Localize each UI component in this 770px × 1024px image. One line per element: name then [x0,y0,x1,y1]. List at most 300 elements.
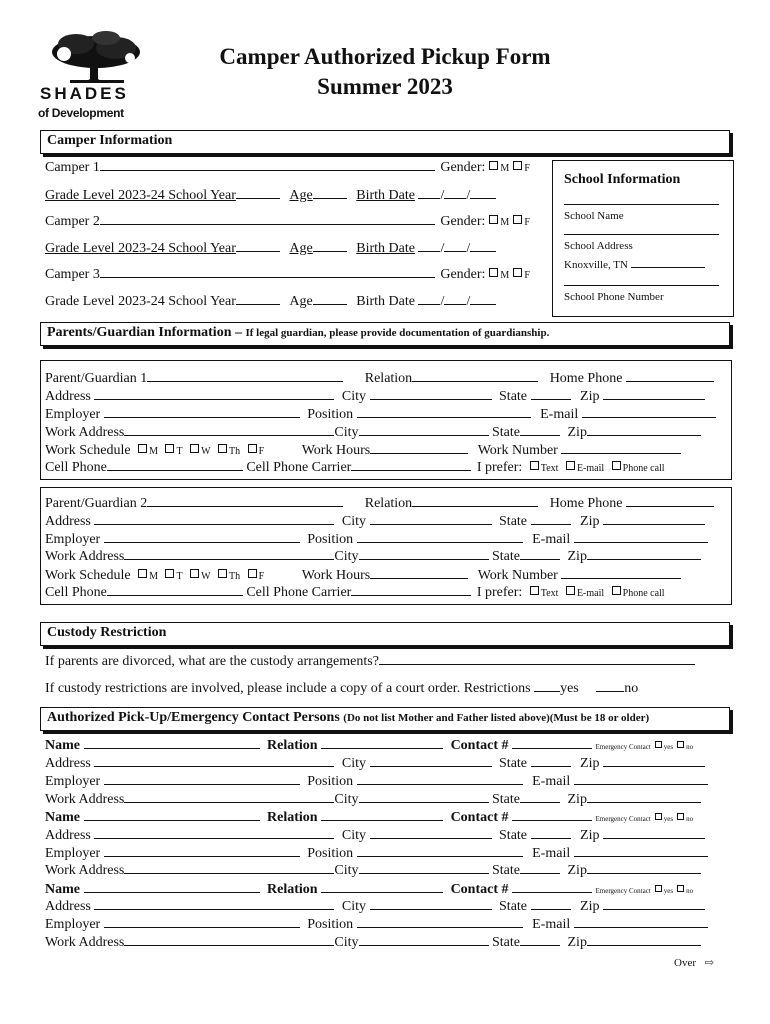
relation-field[interactable] [321,880,443,893]
city-field[interactable] [359,790,489,803]
gender-f-checkbox[interactable] [513,215,522,224]
day-t-label: T [176,446,183,457]
prefer-email-checkbox[interactable] [566,461,575,470]
city-field[interactable] [359,933,489,946]
day-w-label: W [201,571,211,582]
pg1-label: Parent/Guardian 1 [45,371,148,386]
gender-f-checkbox[interactable] [513,161,522,170]
employer-label: Employer [45,774,101,789]
position-label: Position [307,846,354,861]
employer-field[interactable] [104,530,300,543]
state-label: State [499,514,528,529]
camper1-row [45,158,530,177]
work-schedule-label: Work Schedule [45,443,131,458]
address-label: Address [45,828,91,843]
custody-q2-row [45,679,638,697]
day-f-checkbox[interactable] [248,569,257,578]
city-field[interactable] [359,861,489,874]
parent1-employer-row [45,405,716,423]
work-hours-label: Work Hours [301,443,371,458]
contact1-work-address-row [45,790,701,808]
state-field[interactable] [531,512,571,525]
age-field[interactable] [313,186,347,199]
zip-field[interactable] [587,547,701,560]
parent2-name-row [45,494,714,512]
day-th-checkbox[interactable] [218,444,227,453]
birth-label: Birth Date [356,188,415,203]
state-field[interactable] [520,933,560,946]
birth-year-field[interactable] [470,186,496,199]
prefer-phone-checkbox[interactable] [612,586,621,595]
pickup-section-header [40,707,730,731]
day-f-label: F [258,571,265,582]
knoxville-field[interactable] [564,258,705,271]
state-field[interactable] [531,754,571,767]
emergency-label: Emergency Contact [595,887,651,895]
school-info-box [552,160,734,317]
email-field[interactable] [582,405,716,418]
email-field[interactable] [574,915,708,928]
prefer-text-label: Text [540,588,559,599]
camper2-row [45,212,530,231]
employer-field[interactable] [104,915,300,928]
zip-field[interactable] [603,754,705,767]
name-label: Name [45,738,80,753]
home-phone-field[interactable] [626,369,714,382]
position-label: Position [307,774,354,789]
address-label: Address [45,756,91,771]
grade-field[interactable] [236,292,280,305]
zip-field[interactable] [587,790,701,803]
zip-label: Zip [580,756,600,771]
emergency-yes-label: yes [663,887,674,895]
parent1-address-row [45,387,705,405]
birth-day-field[interactable] [444,239,466,252]
camper3-row [45,265,530,284]
contact3-work-address-row [45,933,701,951]
city-label: City [341,389,367,404]
contact2-work-address-row [45,861,701,879]
employer-label: Employer [45,532,101,547]
state-field[interactable] [531,387,571,400]
emergency-no-label: no [686,743,694,751]
city-label: City [334,863,359,878]
emergency-yes-label: yes [663,743,674,751]
email-field[interactable] [574,844,708,857]
state-label: State [499,828,528,843]
work-address-label: Work Address [45,792,125,807]
gender-label: Gender: [440,160,486,175]
zip-field[interactable] [587,423,701,436]
email-label: E-mail [532,532,571,547]
parent2-work-address-row [45,547,701,565]
form-title: Camper Authorized Pickup Form [219,44,551,69]
knoxville-zip-field[interactable] [631,258,705,268]
day-t-checkbox[interactable] [165,444,174,453]
section-title: Custody Restriction [47,625,167,640]
name-field[interactable] [84,808,260,821]
work-number-label: Work Number [477,443,558,458]
state-field[interactable] [531,826,571,839]
cell-phone-field[interactable] [107,458,243,471]
gender-m-label: M [500,270,510,281]
relation-label: Relation [364,371,413,386]
day-w-checkbox[interactable] [190,444,199,453]
position-field[interactable] [357,530,523,543]
cell-phone-field[interactable] [107,583,243,596]
city-field[interactable] [370,387,492,400]
restrictions-yes-label: yes [560,681,579,696]
day-th-label: Th [229,446,241,457]
state-label: State [499,756,528,771]
pg2-name-field[interactable] [147,494,343,507]
city-label: City [334,425,359,440]
prefer-phone-label: Phone call [622,588,665,599]
gender-m-checkbox[interactable] [489,215,498,224]
position-label: Position [307,917,354,932]
zip-field[interactable] [603,387,705,400]
state-field[interactable] [520,547,560,560]
camper3-grade-row: Grade Level 2023-24 School Year Age Birth Date / / [45,292,496,310]
birth-day-field[interactable] [444,292,466,305]
work-address-field[interactable] [124,861,334,874]
prefer-phone-checkbox[interactable] [612,461,621,470]
contact-field[interactable] [512,736,592,749]
position-field[interactable] [357,772,523,785]
age-label: Age [289,241,313,256]
camper2-label: Camper 2 [45,214,100,229]
parent1-work-address-row [45,423,701,441]
state-label: State [492,792,520,807]
pg2-label: Parent/Guardian 2 [45,496,148,511]
gender-f-label: F [524,163,530,174]
section-title [47,710,649,726]
city-label: City [341,756,367,771]
email-label: E-mail [532,917,571,932]
gender-m-label: M [500,163,510,174]
work-number-label: Work Number [477,568,558,583]
state-label: State [492,549,520,564]
city-field[interactable] [359,547,489,560]
knoxville-label: Knoxville, TN [564,259,628,271]
parent2-address-row [45,512,705,530]
birth-year-field[interactable] [470,292,496,305]
grade-field[interactable] [236,186,280,199]
city-field[interactable] [370,512,492,525]
relation-label: Relation [267,882,318,897]
email-label: E-mail [540,407,579,422]
day-t-label: T [176,571,183,582]
state-field[interactable] [520,790,560,803]
work-address-label: Work Address [45,863,125,878]
camper1-label: Camper 1 [45,160,100,175]
prefer-email-label: E-mail [576,463,605,474]
birth-day-field[interactable] [444,186,466,199]
prefer-text-checkbox[interactable] [530,586,539,595]
over-label: Over [674,957,697,969]
camper3-label: Camper 3 [45,267,100,282]
custody-q2-label: If custody restrictions are involved, please include a copy of a court order. Restrictions [45,681,531,696]
state-field[interactable] [520,423,560,436]
city-label: City [334,792,359,807]
work-address-label: Work Address [45,549,125,564]
prefer-phone-label: Phone call [622,463,665,474]
restrictions-yes-field[interactable] [534,679,560,692]
emergency-label: Emergency Contact [595,815,651,823]
address-field[interactable] [94,826,334,839]
prefer-email-label: E-mail [576,588,605,599]
city-label: City [334,935,359,950]
day-m-label: M [149,571,158,582]
name-label: Name [45,810,80,825]
grade-label: Grade Level 2023-24 School Year [45,188,236,203]
day-m-label: M [149,446,158,457]
age-label: Age [289,294,313,309]
gender-m-checkbox[interactable] [489,161,498,170]
emergency-no-checkbox[interactable] [677,885,684,892]
work-address-label: Work Address [45,425,125,440]
relation-field[interactable] [412,369,538,382]
work-hours-label: Work Hours [301,568,371,583]
address-field[interactable] [94,512,334,525]
day-f-label: F [258,446,265,457]
address-label: Address [45,389,91,404]
city-label: City [341,514,367,529]
contact1-employer-row [45,772,708,790]
camper1-grade-row: Grade Level 2023-24 School Year Age Birth Date / / [45,186,496,204]
city-field[interactable] [370,826,492,839]
day-th-checkbox[interactable] [218,569,227,578]
contact3-address-row [45,897,705,915]
relation-field[interactable] [321,736,443,749]
day-w-checkbox[interactable] [190,569,199,578]
age-label: Age [289,188,313,203]
day-w-label: W [201,446,211,457]
city-field[interactable] [370,897,492,910]
zip-label: Zip [567,425,587,440]
work-hours-field[interactable] [370,441,468,454]
section-title: Camper Information [47,133,173,148]
address-label: Address [45,514,91,529]
gender-f-label: F [524,217,530,228]
grade-field[interactable] [236,239,280,252]
zip-field[interactable] [603,826,705,839]
logo-subtitle: of Development [38,106,124,120]
parent2-cell-row [45,583,665,602]
employer-label: Employer [45,846,101,861]
contact-label: Contact # [450,882,509,897]
prefer-label: I prefer: [476,460,523,475]
custody-section-header [40,622,730,646]
birth-label: Birth Date [356,294,415,309]
school-address-field[interactable]: School Address [564,234,719,252]
emergency-yes-checkbox[interactable] [655,885,662,892]
relation-field[interactable] [412,494,538,507]
home-phone-field[interactable] [626,494,714,507]
relation-label: Relation [267,738,318,753]
gender-m-checkbox[interactable] [489,268,498,277]
school-info-title: School Information [564,172,681,187]
position-field[interactable] [357,915,523,928]
employer-label: Employer [45,917,101,932]
birth-month-field[interactable] [418,292,440,305]
contact-label: Contact # [450,810,509,825]
custody-arrangement-field[interactable] [379,652,695,665]
state-label: State [492,425,520,440]
employer-field[interactable] [104,405,300,418]
prefer-text-checkbox[interactable] [530,461,539,470]
zip-label: Zip [580,389,600,404]
cell-phone-label: Cell Phone [45,460,107,475]
work-number-field[interactable] [561,566,681,579]
gender-label: Gender: [440,267,486,282]
relation-label: Relation [364,496,413,511]
employer-field[interactable] [104,772,300,785]
email-label: E-mail [532,846,571,861]
name-field[interactable] [84,736,260,749]
city-field[interactable] [359,423,489,436]
emergency-yes-checkbox[interactable] [655,813,662,820]
work-address-field[interactable] [124,547,334,560]
emergency-no-checkbox[interactable] [677,813,684,820]
cell-carrier-field[interactable] [351,458,471,471]
position-label: Position [307,532,354,547]
camper2-field[interactable] [100,212,435,225]
day-f-checkbox[interactable] [248,444,257,453]
city-label: City [334,549,359,564]
relation-label: Relation [267,810,318,825]
address-field[interactable] [94,897,334,910]
address-field[interactable] [94,387,334,400]
cell-carrier-label: Cell Phone Carrier [246,585,352,600]
emergency-no-label: no [686,887,694,895]
state-label: State [492,935,520,950]
employer-field[interactable] [104,844,300,857]
parents-title: Parents/Guardian Information – [47,325,242,340]
state-field[interactable] [520,861,560,874]
day-th-label: Th [229,571,241,582]
prefer-text-label: Text [540,463,559,474]
work-address-field[interactable] [124,423,334,436]
state-label: State [499,389,528,404]
zip-field[interactable] [603,512,705,525]
zip-label: Zip [567,863,587,878]
camper3-field[interactable] [100,265,435,278]
name-label: Name [45,882,80,897]
city-field[interactable] [370,754,492,767]
contact1-address-row [45,754,705,772]
state-label: State [499,899,528,914]
email-field[interactable] [574,530,708,543]
day-m-checkbox[interactable] [138,444,147,453]
day-m-checkbox[interactable] [138,569,147,578]
parent2-employer-row [45,530,708,548]
zip-field[interactable] [587,861,701,874]
home-phone-label: Home Phone [549,371,623,386]
work-address-label: Work Address [45,935,125,950]
work-schedule-label: Work Schedule [45,568,131,583]
gender-f-checkbox[interactable] [513,268,522,277]
school-phone-field[interactable]: School Phone Number [564,285,719,303]
birth-month-field[interactable] [418,186,440,199]
birth-label: Birth Date [356,241,415,256]
city-label: City [341,828,367,843]
cell-carrier-label: Cell Phone Carrier [246,460,352,475]
contact2-employer-row [45,844,708,862]
restrictions-no-field[interactable] [596,679,624,692]
contact-field[interactable] [512,880,592,893]
work-number-field[interactable] [561,441,681,454]
address-label: Address [45,899,91,914]
state-field[interactable] [531,897,571,910]
camper-section-header [40,130,730,154]
email-label: E-mail [532,774,571,789]
logo-brand: SHADES [40,84,129,103]
name-field[interactable] [84,880,260,893]
school-name-field[interactable]: School Name [564,204,719,222]
zip-label: Zip [580,514,600,529]
pg1-name-field[interactable] [147,369,343,382]
position-label: Position [307,407,354,422]
home-phone-label: Home Phone [549,496,623,511]
work-address-field[interactable] [124,933,334,946]
employer-label: Employer [45,407,101,422]
parent1-name-row [45,369,714,387]
emergency-label: Emergency Contact [595,743,651,751]
camper1-field[interactable] [100,158,435,171]
zip-field[interactable] [603,897,705,910]
address-field[interactable] [94,754,334,767]
birth-year-field[interactable] [470,239,496,252]
zip-label: Zip [567,792,587,807]
gender-label: Gender: [440,214,486,229]
contact1-name-row [45,736,693,755]
age-field[interactable] [313,239,347,252]
gender-f-label: F [524,270,530,281]
zip-label: Zip [580,899,600,914]
prefer-label: I prefer: [476,585,523,600]
cell-carrier-field[interactable] [351,583,471,596]
grade-label: Grade Level 2023-24 School Year [45,241,236,256]
day-t-checkbox[interactable] [165,569,174,578]
prefer-email-checkbox[interactable] [566,586,575,595]
cell-phone-label: Cell Phone [45,585,107,600]
work-hours-field[interactable] [370,566,468,579]
position-field[interactable] [357,405,531,418]
zip-label: Zip [567,935,587,950]
relation-field[interactable] [321,808,443,821]
emergency-yes-checkbox[interactable] [655,741,662,748]
state-label: State [492,863,520,878]
custody-q1-label: If parents are divorced, what are the custody arrangements? [45,654,379,669]
emergency-no-checkbox[interactable] [677,741,684,748]
emergency-no-label: no [686,815,694,823]
contact2-name-row [45,808,693,827]
contact2-address-row [45,826,705,844]
zip-label: Zip [567,549,587,564]
pickup-note: (Do not list Mother and Father listed above)(Must be 18 or older) [343,712,650,724]
parents-section-header [40,322,730,346]
work-address-field[interactable] [124,790,334,803]
zip-field[interactable] [587,933,701,946]
contact-label: Contact # [450,738,509,753]
grade-label: Grade Level 2023-24 School Year [45,294,236,309]
birth-month-field[interactable] [418,239,440,252]
contact-field[interactable] [512,808,592,821]
position-field[interactable] [357,844,523,857]
age-field[interactable] [313,292,347,305]
email-field[interactable] [574,772,708,785]
